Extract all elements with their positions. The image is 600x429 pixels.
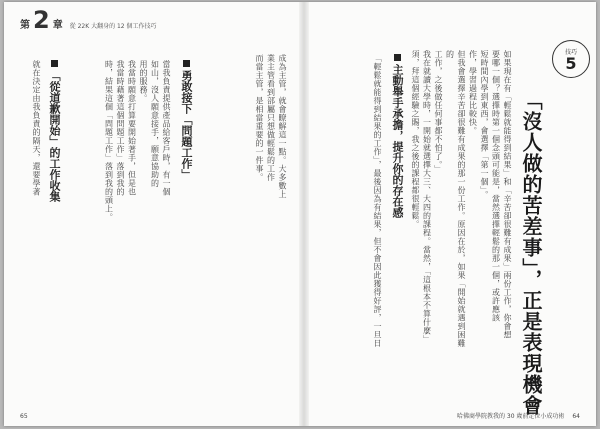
chapter-number: 2	[33, 6, 50, 34]
heading-text: 「從道歉開始」的工作收集	[48, 70, 61, 202]
text-line: 就在決定由我負責的隔天，還要學著	[32, 60, 41, 196]
text-line: 我當時願意打算要開始著手，但是也	[127, 60, 137, 196]
text-line: 如山，沒人願意接手，願意協助的	[150, 60, 160, 188]
chapter-prefix: 第	[20, 20, 30, 31]
text-line: 要哪一個？選擇時第一個念頭可能是，當然選擇輕鬆的那一個，或許應該	[491, 50, 501, 322]
text-line: 我在就讀大學時，一開始就選擇大三、大四的課程。當然，「這根本不算什麼」	[422, 50, 432, 344]
text-line: 如果現在有「輕鬆就能得到結果」和「辛苦卻很難有成果」兩份工作，你會想	[503, 50, 512, 339]
text-line: 「輕鬆就能得到結果的工作」，最後因為有結果，但不會因此獲得好評，一旦日	[373, 54, 382, 348]
text-line: 我當時藉著這個問題工作」落到我的	[116, 60, 125, 196]
left-body-text-col-d	[20, 60, 42, 360]
text-line: 須，拜這個經驗之賜，我之後的課程都很輕鬆。	[411, 50, 420, 229]
book-spread	[4, 2, 596, 426]
heading-text: 勇敢接下「問題工作」	[180, 70, 193, 180]
page-number-left: 65	[20, 413, 28, 420]
text-line: 但我會選擇辛苦卻很難有成果的那一份工作。原因在於，如果「開始就遇到困難的	[445, 50, 466, 348]
square-bullet-icon	[183, 60, 190, 67]
text-line: 工作，之後做任何事都不怕了。」	[434, 50, 443, 174]
text-line: 用的服務。	[139, 60, 148, 103]
left-body-text-main	[72, 60, 172, 360]
badge-label: 技巧	[564, 48, 577, 56]
chapter-header	[20, 8, 157, 32]
text-line: 而當主管，是相當重要的一件事。	[255, 54, 264, 182]
page-number-right: 64	[572, 413, 580, 420]
text-line: 成為主管，就會瞭解這一點。大多數上	[278, 54, 287, 199]
heading-text: 主動舉手承擔，提升你的存在感	[391, 64, 404, 218]
page-footer	[457, 411, 580, 420]
text-line: 業主管看到部屬只想做輕鬆的工作	[266, 54, 276, 182]
badge-number: 5	[565, 53, 577, 73]
chapter-title: 從 22K 大翻身的 12 個工作技巧	[69, 23, 157, 30]
right-body-text-last	[353, 54, 383, 354]
book-gutter	[299, 2, 309, 426]
left-page	[4, 2, 299, 426]
text-line: 時，結果這個「問題工作」落到我的頭上。	[104, 60, 114, 222]
right-page	[309, 2, 596, 426]
square-bullet-icon	[394, 54, 401, 61]
square-bullet-icon	[51, 60, 58, 67]
chapter-suffix: 章	[52, 20, 63, 31]
left-heading-2	[46, 60, 62, 202]
tip-badge	[552, 40, 590, 78]
footer-text: 哈佛商學院教我的 30 歲前定位小成功術	[456, 413, 565, 420]
text-line: 短時間內學到東西，會選擇「第一個」。	[480, 50, 489, 199]
left-heading-1	[178, 60, 194, 180]
left-body-text-col-a	[240, 54, 288, 364]
text-line: 當我負責提供產品給客戶時，有一個	[162, 60, 171, 196]
right-heading	[389, 54, 405, 218]
text-line: 作，學習過程比較快。	[468, 50, 478, 135]
section-title: 「沒人做的苦差事」，正是表現機會	[519, 90, 543, 416]
right-body-text-main	[413, 50, 513, 350]
